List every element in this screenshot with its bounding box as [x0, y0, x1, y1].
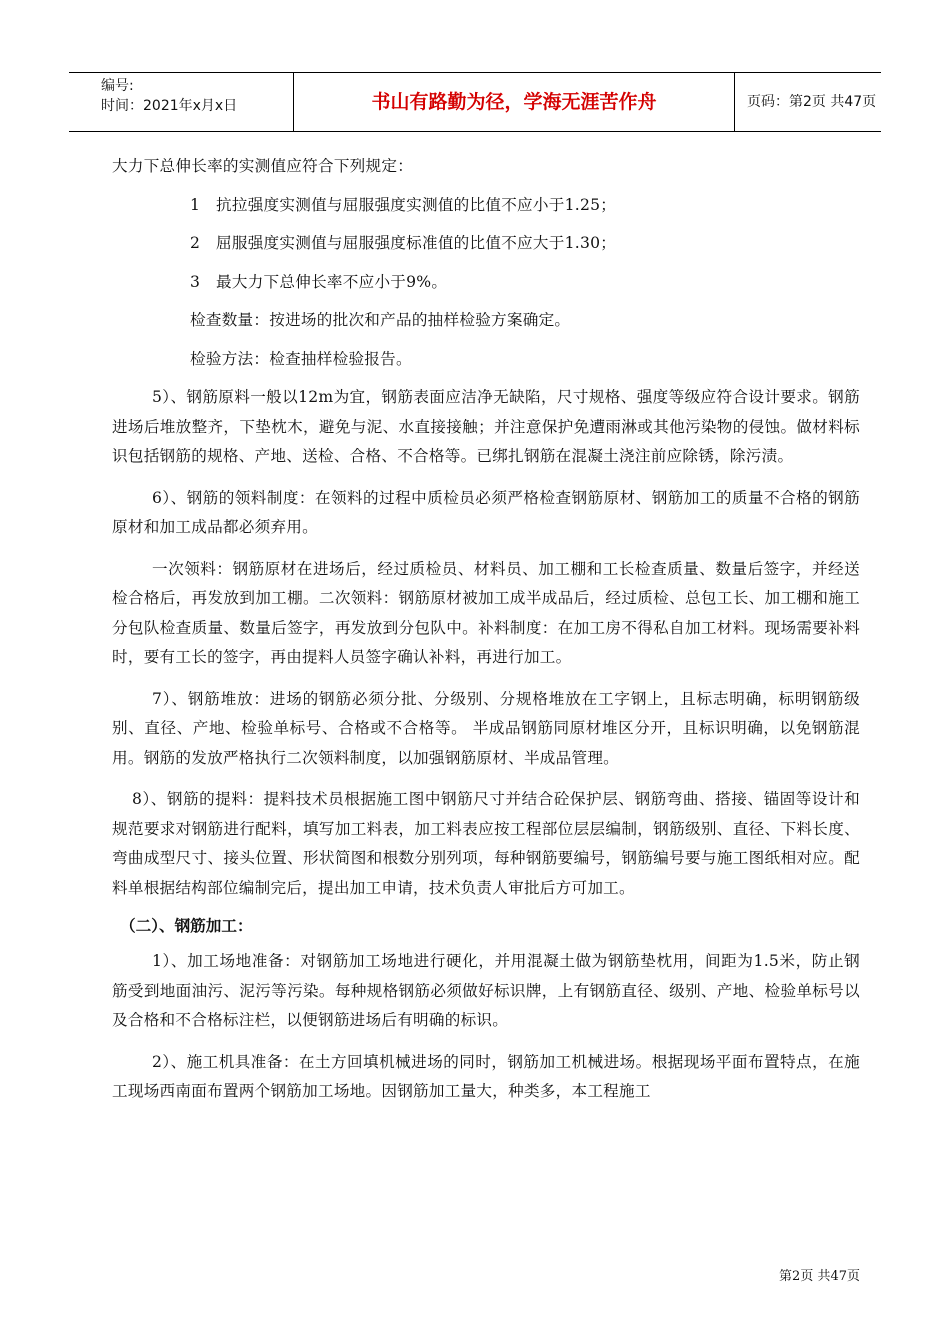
page-header: [69, 72, 881, 132]
body-paragraph: 2）、施工机具准备：在土方回填机械进场的同时，钢筋加工机械进场。根据现场平面布置特点，在施工现场西南面布置两个钢筋加工场地。因钢筋加工量大，种类多，本工程施工: [112, 1052, 860, 1100]
list-item: 3 最大力下总伸长率不应小于9%。: [190, 272, 448, 291]
header-info-cell: [69, 73, 294, 131]
header-page-number: 页码：第2页 共47页: [747, 94, 877, 110]
body-paragraph: 6）、钢筋的领料制度：在领料的过程中质检员必须严格检查钢筋原材、钢筋加工的质量不合格的钢筋原材和加工成品都必须弃用。: [112, 488, 860, 536]
body-paragraph: 1）、加工场地准备：对钢筋加工场地进行硬化，并用混凝土做为钢筋垫枕用，间距为1.5米，防止钢筋受到地面油污、泥污等污染。每种规格钢筋必须做好标识牌，上有钢筋直径、级别、产地、检验单标号以及合格和不合格标注栏，以便钢筋进场后有明确的标识。: [112, 952, 860, 1029]
document-number-label: 编号:: [101, 78, 134, 94]
list-item: 1 抗拉强度实测值与屈服强度实测值的比值不应小于1.25；: [190, 195, 617, 214]
body-paragraph: 大力下总伸长率的实测值应符合下列规定：: [112, 157, 414, 175]
list-item: 2 屈服强度实测值与屈服强度标准值的比值不应大于1.30；: [190, 234, 617, 252]
body-paragraph: 8）、钢筋的提料：提料技术员根据施工图中钢筋尺寸并结合砼保护层、钢筋弯曲、搭接、锚固等设计和规范要求对钢筋进行配料，填写加工料表，加工料表应按工程部位层层编制，钢筋级别、直径、下料长度、弯曲成型尺寸、接头位置、形状简图和根数分别列项，每种钢筋要编号，钢筋编号要与施工图纸相对应。配料单根据结构部位编制完后，提出加工申请，技术负责人审批后方可加工。: [112, 790, 860, 897]
inspection-method: 检验方法：检查抽样检验报告。: [190, 349, 412, 368]
document-body: [112, 152, 860, 1107]
body-paragraph: 7）、钢筋堆放：进场的钢筋必须分批、分级别、分规格堆放在工字钢上，且标志明确，标明钢筋级别、直径、产地、检验单标号、合格或不合格等。 半成品钢筋同原材堆区分开，且标识明确，以免钢筋混用。钢筋的发放严格执行二次领料制度，以加强钢筋原材、半成品管理。: [112, 689, 860, 767]
body-paragraph: 5）、钢筋原料一般以12m为宜，钢筋表面应洁净无缺陷，尺寸规格、强度等级应符合设计要求。钢筋进场后堆放整齐，下垫枕木，避免与泥、水直接接触；并注意保护免遭雨淋或其他污染物的侵蚀。做材料标识包括钢筋的规格、产地、送检、合格、不合格等。已绑扎钢筋在混凝土浇注前应除锈，除污渍。: [112, 388, 860, 465]
inspection-quantity: 检查数量：按进场的批次和产品的抽样检验方案确定。: [190, 311, 571, 329]
page-footer: 第2页 共47页: [779, 1269, 860, 1284]
body-paragraph: 一次领料：钢筋原材在进场后，经过质检员、材料员、加工棚和工长检查质量、数量后签字，并经送检合格后，再发放到加工棚。二次领料：钢筋原材被加工成半成品后，经过质检、总包工长、加工棚和施工分包队检查质量、数量后签字，再发放到分包队中。补料制度：在加工房不得私自加工材料。现场需要补料时，要有工长的签字，再由提料人员签字确认补料，再进行加工。: [112, 559, 860, 666]
section-heading: （二）、钢筋加工：: [120, 917, 253, 935]
document-time-label: 时间：2021年x月x日: [101, 98, 238, 114]
header-motto: 书山有路勤为径，学海无涯苦作舟: [294, 73, 735, 131]
